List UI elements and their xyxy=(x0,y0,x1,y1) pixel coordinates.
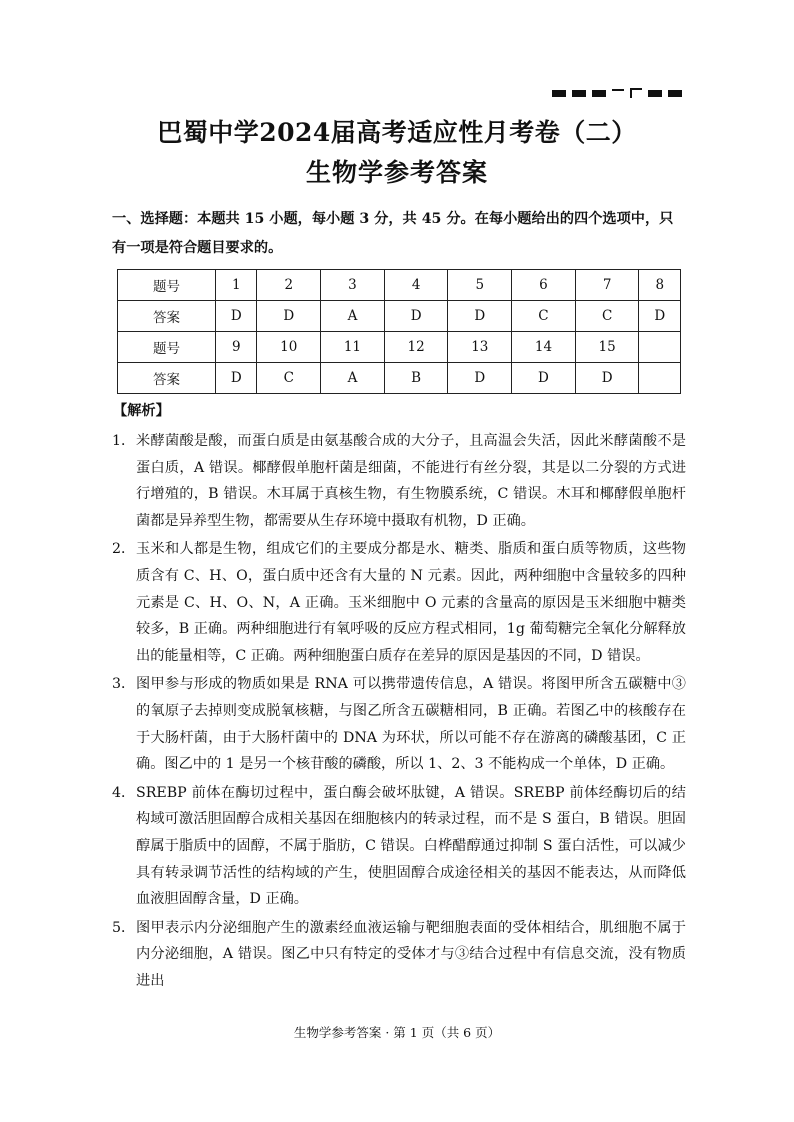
page-footer: 生物学参考答案 · 第 1 页（共 6 页） xyxy=(293,1025,501,1040)
table-cell: 4 xyxy=(384,270,448,301)
item-number: 1． xyxy=(112,433,136,449)
mark-block xyxy=(552,90,566,97)
item-text: 米酵菌酸是酸，而蛋白质是由氨基酸合成的大分子，且高温会失活，因此米酵菌酸不是蛋白质，A 错误。椰酵假单胞杆菌是细菌，不能进行有丝分裂，其是以二分裂的方式进行增殖的，B 错误。木耳属于真核生物，有生物膜系统，C 错误。木耳和椰酵假单胞杆菌都是异养型生物，都需要从生存环境中摄取有机物，D 正确。 xyxy=(136,433,686,529)
row-header-cell: 题号 xyxy=(118,332,216,363)
analysis-item xyxy=(112,780,686,913)
table-cell: 2 xyxy=(257,270,321,301)
exam-title: 巴蜀中学2024届高考适应性月考卷（二） xyxy=(157,118,637,147)
table-cell: D xyxy=(448,301,512,332)
analysis-item xyxy=(112,915,686,995)
table-cell xyxy=(639,332,681,363)
analysis-item xyxy=(112,671,686,777)
item-number: 4． xyxy=(112,784,136,801)
item-text: 图甲参与形成的物质如果是 RNA 可以携带遗传信息，A 错误。将图甲所含五碳糖中③的氧原子去掉则变成脱氧核糖，与图乙所含五碳糖相同，B 正确。若图乙中的核酸存在于大肠杆菌，由于大肠杆菌中的 DNA 为环状，所以可能不存在游离的磷酸基团，C 正确。图乙中的 1 是另一个核苷酸的磷酸，所以 1、2、3 不能构成一个单体，D 正确。 xyxy=(136,676,686,773)
table-cell xyxy=(639,363,681,394)
analysis-item xyxy=(112,428,686,534)
header-marks xyxy=(552,88,682,98)
table-cell: 1 xyxy=(216,270,257,301)
table-cell: D xyxy=(448,363,512,394)
table-cell: C xyxy=(575,301,639,332)
analysis-item xyxy=(112,536,686,669)
section-heading: 一、选择题：本题共 15 小题，每小题 3 分，共 45 分。在每小题给出的四个选项中，只有一项是符合题目要求的。 xyxy=(112,211,674,256)
table-cell: D xyxy=(216,301,257,332)
table-cell: D xyxy=(575,363,639,394)
table-cell: 15 xyxy=(575,332,639,363)
item-number: 3． xyxy=(112,676,136,693)
item-text: 图甲表示内分泌细胞产生的激素经血液运输与靶细胞表面的受体相结合，肌细胞不属于内分泌细胞，A 错误。图乙中只有特定的受体才与③结合过程中有信息交流，没有物质进出 xyxy=(136,919,686,989)
item-number: 5． xyxy=(112,919,136,936)
analysis-heading: 【解析】 xyxy=(113,403,170,419)
table-cell: 13 xyxy=(448,332,512,363)
table-cell: D xyxy=(512,363,576,394)
table-cell: C xyxy=(257,363,321,394)
table-row xyxy=(118,301,681,332)
table-cell: 8 xyxy=(639,270,681,301)
table-cell: 7 xyxy=(575,270,639,301)
table-cell: C xyxy=(512,301,576,332)
mark-corner xyxy=(630,88,642,98)
table-cell: 3 xyxy=(321,270,385,301)
table-row xyxy=(118,332,681,363)
item-text: SREBP 前体在酶切过程中，蛋白酶会破坏肽键，A 错误。SREBP 前体经酶切后的结构域可激活胆固醇合成相关基因在细胞核内的转录过程，而不是 S 蛋白，B 错误。胆固醇属于脂质中的固醇，不属于脂肪，C 错误。白桦醋醇通过抑制 S 蛋白活性，可以减少具有转录调节活性的结构域的产生，使胆固醇合成途径相关的基因不能表达，从而降低血液胆固醇含量，D 正确。 xyxy=(136,784,686,908)
table-row xyxy=(118,363,681,394)
table-cell: 14 xyxy=(512,332,576,363)
table-cell: 11 xyxy=(321,332,385,363)
table-cell: A xyxy=(321,301,385,332)
row-header-cell: 题号 xyxy=(118,270,216,301)
table-row xyxy=(118,270,681,301)
table-cell: D xyxy=(257,301,321,332)
mark-block xyxy=(592,90,606,97)
mark-block xyxy=(668,90,682,97)
row-header-cell: 答案 xyxy=(118,363,216,394)
table-cell: D xyxy=(384,301,448,332)
item-number: 2． xyxy=(112,541,136,558)
table-cell: 5 xyxy=(448,270,512,301)
mark-block xyxy=(648,90,662,97)
analysis-list xyxy=(112,428,686,996)
answer-table xyxy=(117,269,681,394)
mark-dash xyxy=(612,89,624,91)
item-text: 玉米和人都是生物，组成它们的主要成分都是水、糖类、脂质和蛋白质等物质，这些物质含有 C、H、O，蛋白质中还含有大量的 N 元素。因此，两种细胞中含量较多的四种元素是 C、H、O、N，A 正确。玉米细胞中 O 元素的含量高的原因是玉米细胞中糖类较多，B 正确。两种细胞进行有氧呼吸的反应方程式相同，1g 葡萄糖完全氧化分解释放出的能量相等，C 正确。两种细胞蛋白质存在差异的原因是基因的不同，D 错误。 xyxy=(136,541,686,664)
table-cell: 12 xyxy=(384,332,448,363)
mark-block xyxy=(572,90,586,97)
document-title: 生物学参考答案 xyxy=(305,158,488,187)
table-cell: D xyxy=(216,363,257,394)
table-cell: A xyxy=(321,363,385,394)
table-cell: D xyxy=(639,301,681,332)
table-cell: B xyxy=(384,363,448,394)
row-header-cell: 答案 xyxy=(118,301,216,332)
table-cell: 6 xyxy=(512,270,576,301)
table-cell: 10 xyxy=(257,332,321,363)
table-cell: 9 xyxy=(216,332,257,363)
